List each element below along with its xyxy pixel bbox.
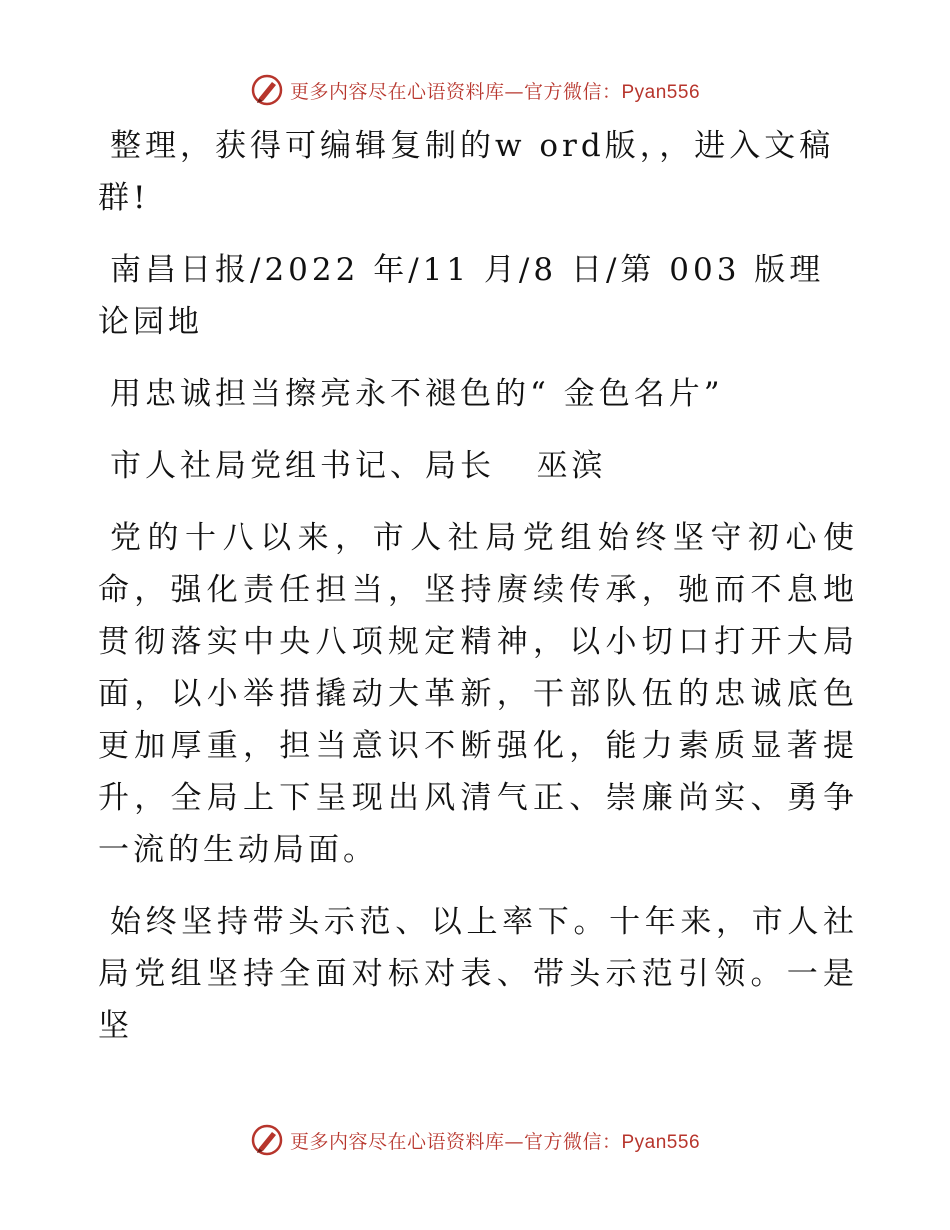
pen-logo-icon bbox=[250, 73, 284, 107]
watermark-wechat-id: Pyan556 bbox=[621, 81, 701, 103]
body-paragraph: 党的十八以来，市人社局党组始终坚守初心使命，强化责任担当，坚持赓续传承，驰而不息地贯彻落实中央八项规定精神，以小切口打开大局面，以小举措撬动大革新，干部队伍的忠诚底色更加厚重，担当意识不断强化，能力素质显著提升，全局上下呈现出风清气正、崇廉尚实、勇争一流的生动局面。 bbox=[98, 520, 858, 868]
pen-logo-icon bbox=[250, 1123, 284, 1157]
source-line: 南昌日报/2022 年/11 月/8 日/第 003 版理论园地 bbox=[98, 252, 825, 340]
watermark-wechat-id: Pyan556 bbox=[621, 1131, 701, 1153]
watermark-text: 更多内容尽在心语资料库—官方微信：Pyan556 bbox=[289, 1130, 701, 1153]
article-title: 用忠诚担当擦亮永不褪色的“ 金色名片” bbox=[110, 376, 724, 412]
author-line: 市人社局党组书记、局长 巫滨 bbox=[110, 448, 607, 484]
watermark-text: 更多内容尽在心语资料库—官方微信：Pyan556 bbox=[289, 80, 701, 103]
watermark-header bbox=[0, 70, 950, 110]
document-body bbox=[98, 120, 858, 1072]
watermark-footer bbox=[0, 1120, 950, 1160]
body-paragraph: 始终坚持带头示范、以上率下。十年来，市人社局党组坚持全面对标对表、带头示范引领。一是坚 bbox=[98, 904, 858, 1044]
intro-paragraph: 整理，获得可编辑复制的w ord版，，进入文稿群! bbox=[98, 128, 835, 216]
